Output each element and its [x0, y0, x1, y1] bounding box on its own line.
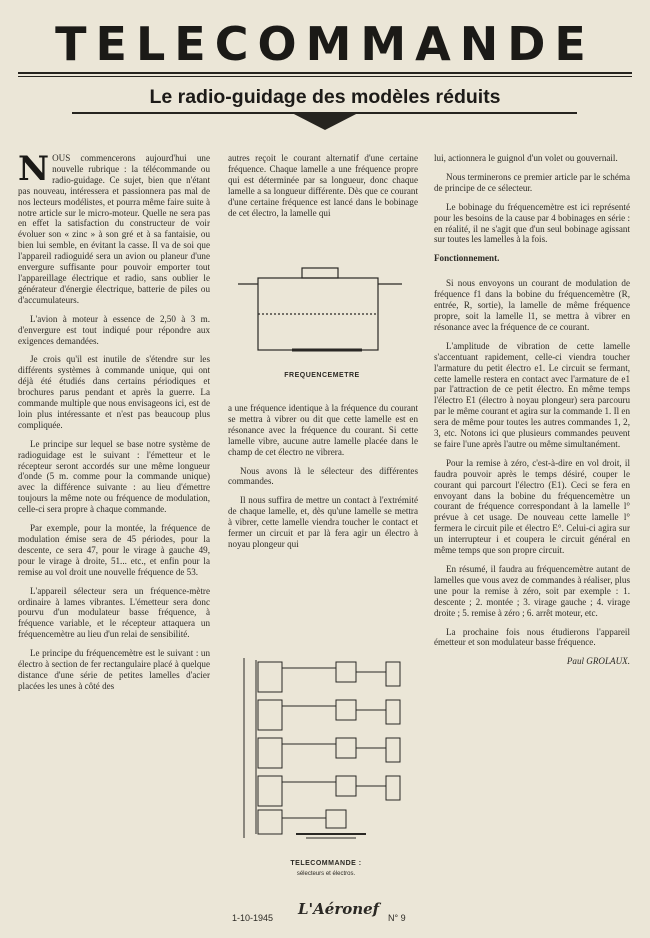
- paragraph: autres reçoit le courant alternatif d'une certaine fréquence. Chaque lamelle a une fréquence propre qui est déterminée par sa longueur, donc chaque lamelle a sa longueur différente. Dès que ce courant d'une certaine fréquence est lancé dans le bobinage de cet électro, la lamelle qui: [228, 153, 418, 218]
- column-1: [18, 149, 210, 700]
- author-signature: Paul GROLAUX.: [566, 656, 630, 667]
- paragraph: Pour la remise à zéro, c'est-à-dire en vol droit, il faudra pouvoir après le temps désiré, couper le courant qui parcourt l'électro (E1). Ceci se fera en envoyant dans la bobine du fréquencemètre un courant de fréquence correspondant à la lamelle l° prévue à cet usage. De nouveau cette lamelle l° fermera le circuit pile et électro E°. Celui-ci agira sur un interrupteur i et coupera le circuit général en même temps que son propre circuit.: [434, 457, 630, 556]
- figure-caption: TELECOMMANDE :: [290, 860, 362, 867]
- drop-cap: N: [18, 149, 50, 189]
- ornament-icon: [290, 112, 360, 132]
- title-rule-top: [18, 72, 632, 74]
- paragraph: a une fréquence identique à la fréquence du courant se mettra à vibrer ou dit que cette lamelle est en résonance avec la fréquence du courant. Si cette lamelle vibre, aucune autre lamelle placée dans le champ de cet électro ne vibrera.: [228, 403, 418, 457]
- magazine-logo: L'Aéronef: [298, 900, 380, 918]
- paragraph: Je crois qu'il est inutile de s'étendre sur les différents systèmes à commande unique, qui ont déjà été étudiés dans certains périodiques et brochures parus pendant et après la guerre. La commande multiple que nous envisageons ici, est de loin plus intéressante et n'est pas beaucoup plus compliquée.: [18, 354, 210, 430]
- paragraph: L'amplitude de vibration de cette lamelle s'accentuant rapidement, celle-ci viendra toucher l'armature du petit électro e1. Le circuit se fermant, cette lamelle restera en contact avec l'armature de e1 par l'attraction de ce petit électro. En même temps l'électro E1 (électro à noyau plongeur) sera parcouru par le même courant et agira sur la commande 1. Il en sera de même pour toutes les autres commandes 1, 2, 3, etc. Notons ici que plusieurs commandes peuvent se faire l'une après l'autre ou même simultanément.: [434, 340, 630, 449]
- section-heading: Fonctionnement.: [434, 253, 500, 264]
- paragraph: La prochaine fois nous étudierons l'appareil émetteur et son modulateur basse fréquence.: [434, 626, 630, 648]
- column-2-top: [228, 153, 418, 226]
- paragraph: L'avion à moteur à essence de 2,50 à 3 m. d'envergure est tout indiqué pour répondre aux exigences demandées.: [18, 313, 210, 346]
- paragraph: Le principe du fréquencemètre est le suivant : un électro à section de fer rectangulaire placé à quelque distance d'une série de petites lamelles d'acier placées les unes à côté des: [18, 648, 210, 691]
- issue-number: N° 9: [388, 913, 406, 923]
- page-subtitle: Le radio-guidage des modèles réduits: [149, 86, 501, 108]
- figure-subcaption: sélecteurs et électros.: [296, 871, 356, 877]
- paragraph: En résumé, il faudra au fréquencemètre autant de lamelles que vous avez de commandes à réaliser, plus une pour la remise à zéro, soit par exemple : 1. descente ; 2. montée ; 3. virage gauche ; 4. virage droite ; 5. remise à zéro ; 6. arrêt moteur, etc.: [434, 564, 630, 618]
- paragraph: NOUS commencerons aujourd'hui une nouvelle rubrique : la télécommande ou radio-guidage. Ce sujet, bien que n'étant pas nouveau, intéressera et passionnera pas mal de nos lecteurs modélistes, et pourra même faire suite à notre article sur le micro-moteur. Quelle ne sera pas en effet la satisfaction du constructeur de voir évoluer son « zinc » à son gré et à sa fantaisie, ou bien lui semble, en évitant la casse. Il va de soi que l'appareil radioguidé sera un avion ou planeur d'une envergure suffisante pour pouvoir emporter tout l'appareillage électrique et radio, sans oublier le générateur d'énergie électrique, batterie de piles ou d'accumulateurs.: [18, 149, 210, 305]
- title-rule-bottom: [18, 76, 632, 77]
- paragraph: Il nous suffira de mettre un contact à l'extrémité de chaque lamelle, et, dès qu'une lamelle se mettra à vibrer, cette lamelle viendra toucher le contact et fermer un circuit et par là fera agir un électro à noyau plongeur qui: [228, 495, 418, 549]
- paragraph: Le principe sur lequel se base notre système de radioguidage est le suivant : l'émetteur et le récepteur seront accordés sur une même longueur d'onde (5 m. comme pour la commande unique) avec la différence suivante : au lieu d'émettre toujours la même note ou fréquence de modulation, celle-ci sera propre à chaque commande.: [18, 438, 210, 515]
- column-2-middle: [228, 403, 418, 558]
- issue-date: 1-10-1945: [232, 913, 274, 923]
- paragraph: L'appareil sélecteur sera un fréquence-mètre ordinaire à lames vibrantes. L'émetteur sera donc pourvu d'un modulateur basse fréquence, à fréquence variable, et le récepteur attaquera un fréquencemètre au lieu d'un relai de sensibilité.: [18, 585, 210, 640]
- paragraph: Nous terminerons ce premier article par le schéma de principe de ce sélecteur.: [434, 171, 630, 193]
- paragraph: Par exemple, pour la montée, la fréquence de modulation émise sera de 45 périodes, pour la descente, ce sera 47, pour le virage à gauche 49, pour le virage à droite, 51... etc., et enfin pour la remise au vol droit une nouvelle fréquence de 53.: [18, 523, 210, 577]
- paragraph: Si nous envoyons un courant de modulation de fréquence f1 dans la bobine du fréquencemètre (R, entrée, R, sortie), la lamelle de même fréquence propre, soit la lamelle l1, se mettra à vibrer en résonance avec la fréquence de ce courant.: [434, 278, 630, 332]
- page-title: TELECOMMANDE: [55, 17, 595, 71]
- telecommande-schematic: [236, 648, 416, 848]
- paragraph: Le bobinage du fréquencemètre est ici représenté pour les besoins de la cause par 4 bobinages en série : en réalité, il ne s'agit que d'un seul bobinage agissant sur toutes les lamelles à la fois.: [434, 201, 630, 245]
- figure-caption: FREQUENCEMETRE: [284, 372, 360, 379]
- paragraph: lui, actionnera le guignol d'un volet ou gouvernail.: [434, 153, 618, 163]
- column-3: [434, 153, 630, 675]
- frequencemetre-diagram: [232, 262, 412, 362]
- paragraph: Nous avons là le sélecteur des différentes commandes.: [228, 465, 418, 487]
